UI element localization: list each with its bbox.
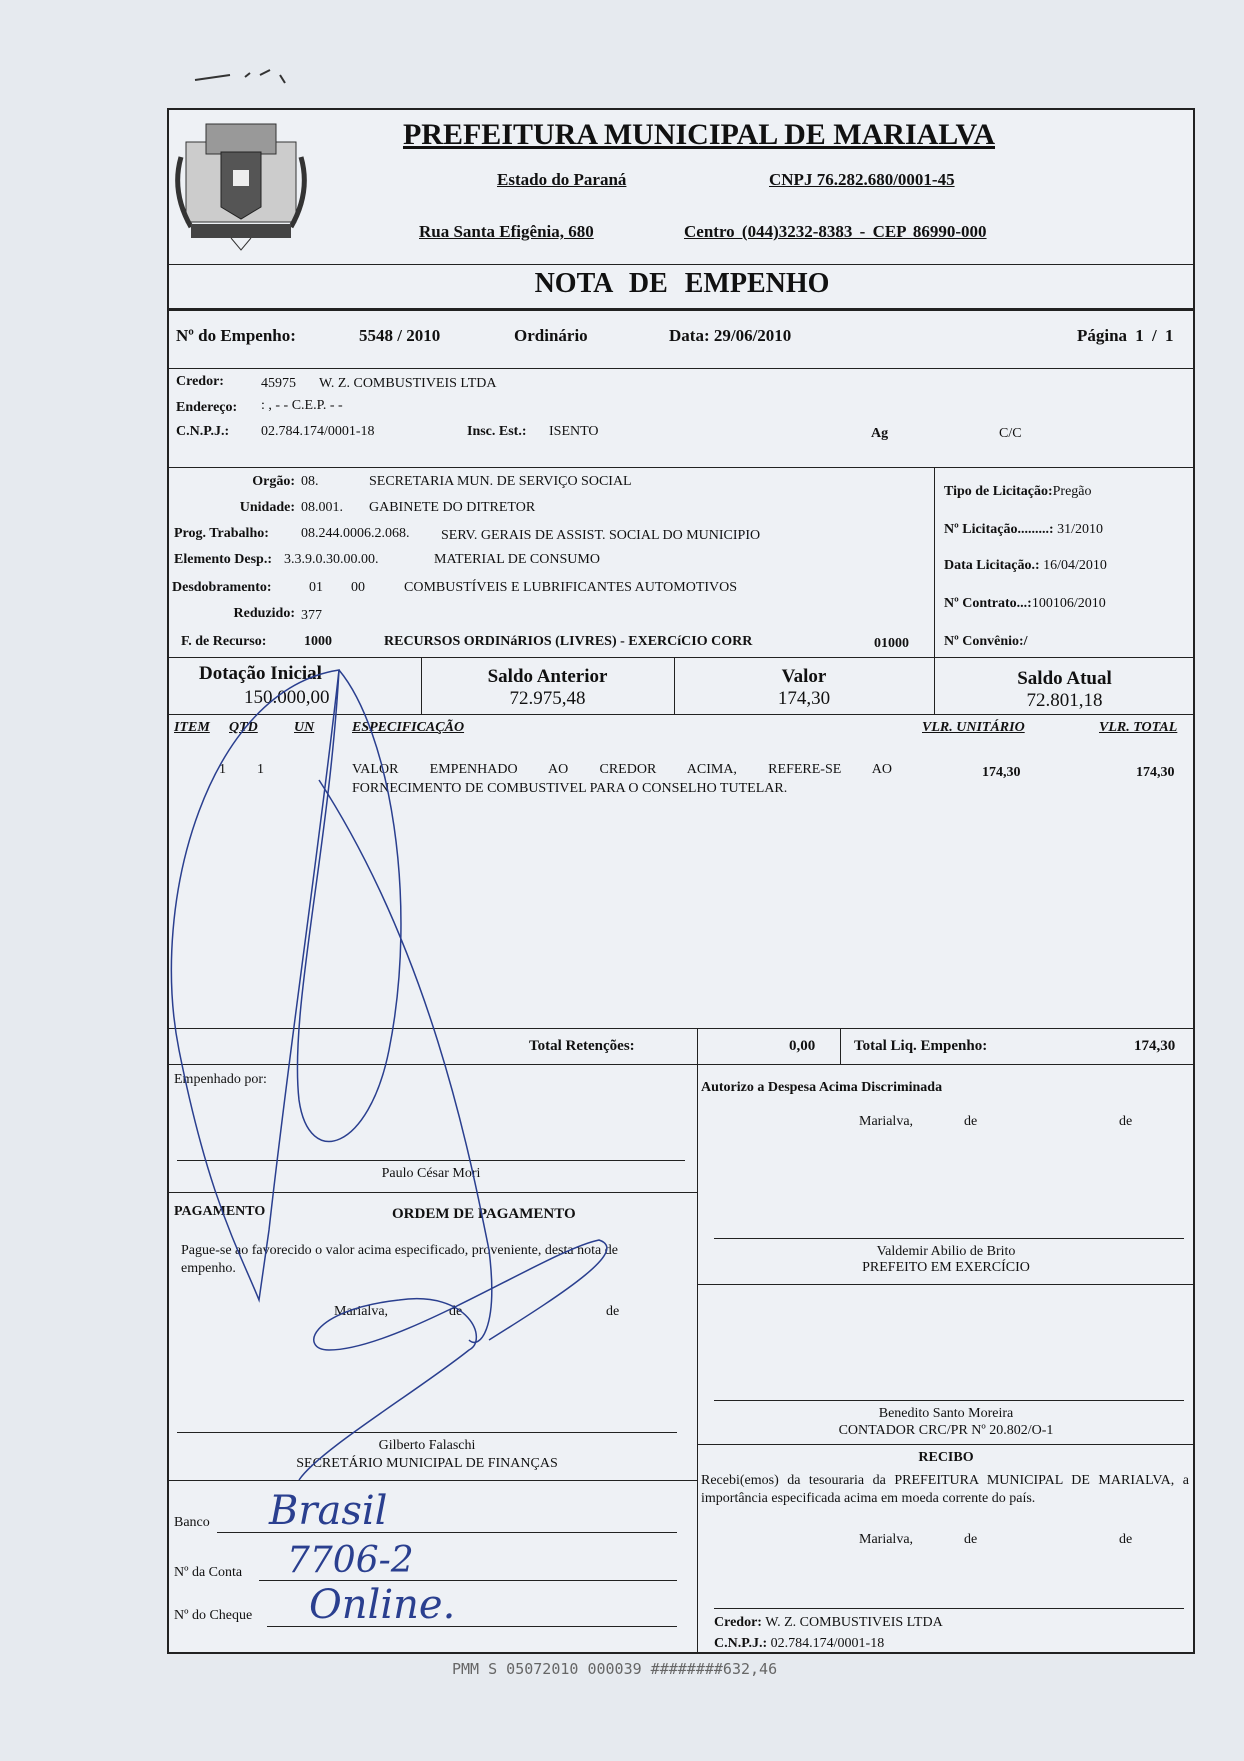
cheque-label: Nº do Cheque [174, 1608, 253, 1623]
recibo-cnpj-value: 02.784.174/0001-18 [770, 1636, 885, 1651]
saldo-anterior-label: Saldo Anterior [487, 666, 608, 687]
autorizo-de1: de [964, 1114, 978, 1129]
divider [934, 467, 935, 657]
orgao-code: 08. [301, 474, 319, 489]
ie-label: Insc. Est.: [467, 424, 527, 439]
secretario-name: Gilberto Falaschi [378, 1438, 476, 1453]
cnpj-label: C.N.P.J.: [176, 424, 230, 439]
liquido-label: Total Liq. Empenho: [854, 1038, 988, 1054]
header-state: Estado do Paraná [497, 170, 627, 189]
reduzido-label: Reduzido: [233, 606, 295, 621]
header-address: Rua Santa Efigênia, 680 [419, 222, 594, 241]
ordem-pagamento-title: ORDEM DE PAGAMENTO [392, 1206, 576, 1222]
unidade-code: 08.001. [301, 500, 343, 515]
col-un: UN [294, 720, 315, 735]
address-value: : , - - C.E.P. - - [261, 398, 343, 413]
signature-line [714, 1400, 1184, 1401]
credor-label: Credor: [176, 374, 224, 389]
stamp-text: PMM S 05072010 000039 ########632,46 [452, 1660, 778, 1678]
convenio-label: Nº Convênio:/ [944, 634, 1028, 649]
scan-mark [190, 55, 330, 85]
empenho-number: 5548 / 2010 [359, 326, 441, 345]
valor-label: Valor [781, 666, 827, 687]
desd-label: Desdobramento: [172, 580, 272, 595]
tipo-licitacao-label: Tipo de Licitação: [944, 484, 1053, 499]
recibo-place: Marialva, [859, 1532, 914, 1547]
doc-title: NOTA DE EMPENHO [534, 268, 830, 299]
credor-name: W. Z. COMBUSTIVEIS LTDA [319, 376, 497, 391]
desd-value: COMBUSTÍVEIS E LUBRIFICANTES AUTOMOTIVOS [404, 580, 738, 595]
conta-label: Nº da Conta [174, 1565, 243, 1580]
recibo-title: RECIBO [918, 1450, 974, 1465]
item-unit-value: 174,30 [982, 765, 1021, 780]
retencoes-value: 0,00 [789, 1038, 816, 1054]
ie-value: ISENTO [549, 424, 599, 439]
dotacao-label: Dotação Inicial [199, 663, 322, 684]
fonte-label: F. de Recurso: [181, 634, 267, 649]
contrato-label: Nº Contrato...: [944, 596, 1032, 611]
divider [697, 1028, 698, 1064]
handwritten-signature-strokes [169, 650, 669, 1650]
empenhado-name: Paulo César Mori [381, 1166, 481, 1181]
item-number: 1 [219, 762, 226, 777]
saldo-atual-value: 72.801,18 [1026, 690, 1103, 711]
autorizo-label: Autorizo a Despesa Acima Discriminada [701, 1080, 943, 1095]
divider [169, 467, 1195, 468]
divider [840, 1028, 841, 1064]
col-unit: VLR. UNITÁRIO [922, 720, 1025, 735]
tipo-licitacao-value: Pregão [1052, 484, 1092, 499]
header-phone: Centro (044)3232-8383 - CEP 86990-000 [684, 222, 987, 241]
pagamento-place: Marialva, [334, 1304, 389, 1319]
prog-value: SERV. GERAIS DE ASSIST. SOCIAL DO MUNICIPIO [441, 528, 761, 543]
prefeito-role: PREFEITO EM EXERCÍCIO [862, 1260, 1030, 1275]
col-qtd: QTD [229, 720, 258, 735]
orgao-label: Orgão: [252, 474, 295, 489]
divider [697, 1284, 1195, 1285]
cnpj-value: 02.784.174/0001-18 [261, 424, 375, 439]
recibo-text: Recebi(emos) da tesouraria da PREFEITURA MUNICIPAL DE MARIALVA, a importância especificada acima em moeda corrente do país. [701, 1473, 1189, 1506]
empenho-label: Nº do Empenho: [176, 326, 296, 345]
ag-label: Ag [871, 426, 889, 441]
liquido-value: 174,30 [1134, 1038, 1176, 1054]
divider [169, 308, 1195, 311]
fonte-value: RECURSOS ORDINáRIOS (LIVRES) - EXERCíCIO CORR [384, 634, 753, 649]
recibo-de1: de [964, 1532, 978, 1547]
saldo-atual-label: Saldo Atual [1017, 668, 1112, 689]
empenho-date: Data: 29/06/2010 [669, 326, 792, 345]
cheque-value: Online. [309, 1582, 456, 1628]
desd-b: 00 [351, 580, 365, 595]
saldo-anterior-value: 72.975,48 [509, 688, 586, 709]
pagamento-label: PAGAMENTO [174, 1204, 266, 1219]
item-spec-line1: VALOR EMPENHADO AO CREDOR ACIMA, REFERE-SE AO [352, 762, 892, 777]
dotacao-value: 150.000,00 [244, 687, 330, 708]
banco-value: Brasil [269, 1488, 388, 1534]
conta-value: 7706-2 [287, 1540, 414, 1581]
item-spec-line2: FORNECIMENTO DE COMBUSTIVEL PARA O CONSELHO TUTELAR. [352, 781, 788, 796]
num-licitacao-label: Nº Licitação.........: [944, 522, 1054, 537]
header-title: PREFEITURA MUNICIPAL DE MARIALVA [402, 118, 996, 151]
item-total-value: 174,30 [1136, 765, 1175, 780]
elem-code: 3.3.9.0.30.00.00. [284, 552, 379, 567]
item-qtd: 1 [257, 762, 264, 777]
num-licitacao-value: 31/2010 [1057, 522, 1103, 537]
signature-line [714, 1238, 1184, 1239]
pagamento-text: Pague-se ao favorecido o valor acima especificado, proveniente, desta nota de empenho. [181, 1243, 618, 1276]
header-cnpj: CNPJ 76.282.680/0001-45 [769, 170, 955, 189]
empenhado-label: Empenhado por: [174, 1072, 267, 1087]
desd-a: 01 [309, 580, 323, 595]
signature-line [714, 1608, 1184, 1609]
unidade-value: GABINETE DO DITRETOR [369, 500, 536, 515]
valor-value: 174,30 [777, 688, 831, 709]
elem-label: Elemento Desp.: [174, 552, 272, 567]
contador-name: Benedito Santo Moreira [878, 1406, 1014, 1421]
divider [697, 1444, 1195, 1445]
empenho-page: Página 1 / 1 [1077, 326, 1174, 345]
col-spec: ESPECIFICAÇÃO [352, 720, 465, 735]
retencoes-label: Total Retenções: [529, 1038, 635, 1054]
prefeito-name: Valdemir Abilio de Brito [876, 1244, 1016, 1259]
contrato-value: 100106/2010 [1031, 596, 1106, 611]
data-licitacao-value: 16/04/2010 [1043, 558, 1107, 573]
recibo-cnpj-label: C.N.P.J.: [714, 1636, 768, 1651]
pagamento-de1: de [449, 1304, 463, 1319]
autorizo-de2: de [1119, 1114, 1133, 1129]
secretario-role: SECRETÁRIO MUNICIPAL DE FINANÇAS [296, 1456, 558, 1471]
cc-label: C/C [999, 426, 1022, 441]
divider [169, 368, 1195, 369]
nota-de-empenho-form [167, 108, 1195, 1654]
prog-code: 08.244.0006.2.068. [301, 526, 410, 541]
banco-label: Banco [174, 1515, 210, 1530]
credor-code: 45975 [261, 376, 296, 391]
fonte-code: 1000 [304, 634, 332, 649]
empenho-type: Ordinário [514, 326, 588, 345]
autorizo-place: Marialva, [859, 1114, 914, 1129]
pagamento-de2: de [606, 1304, 620, 1319]
orgao-value: SECRETARIA MUN. DE SERVIÇO SOCIAL [369, 474, 632, 489]
data-licitacao-label: Data Licitação.: [944, 558, 1040, 573]
col-total: VLR. TOTAL [1099, 720, 1178, 735]
recibo-credor-value: W. Z. COMBUSTIVEIS LTDA [765, 1615, 943, 1630]
prog-label: Prog. Trabalho: [174, 526, 269, 541]
divider [169, 264, 1195, 265]
unidade-label: Unidade: [239, 500, 295, 515]
recibo-credor-label: Credor: [714, 1615, 762, 1630]
contador-role: CONTADOR CRC/PR Nº 20.802/O-1 [838, 1423, 1054, 1438]
divider [697, 1064, 698, 1654]
fonte-number: 01000 [874, 636, 909, 651]
elem-value: MATERIAL DE CONSUMO [434, 552, 600, 567]
col-item: ITEM [174, 720, 210, 735]
address-label: Endereço: [176, 400, 238, 415]
recibo-de2: de [1119, 1532, 1133, 1547]
coat-of-arms-logo [171, 112, 316, 262]
reduzido-value: 377 [301, 608, 322, 623]
